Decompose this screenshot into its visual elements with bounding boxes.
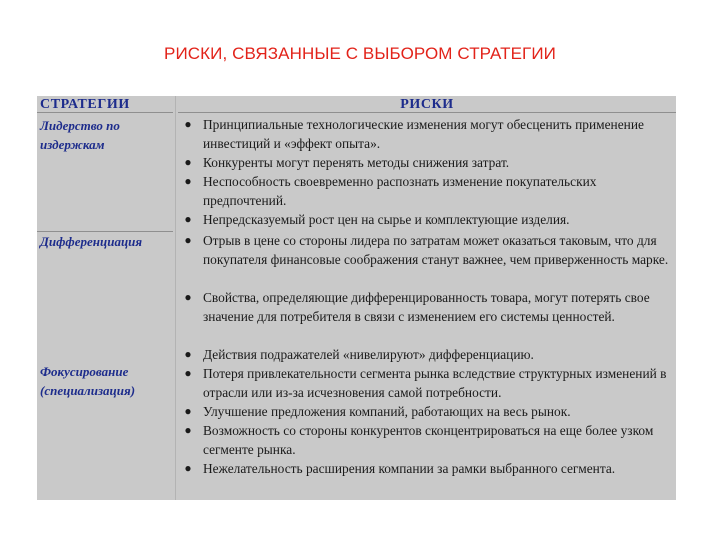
risk-table [37, 96, 676, 500]
bullet-icon: ● [184, 461, 192, 475]
risk-item: Отрыв в цене со стороны лидера по затратам может оказаться таковым, что для покупателя финансовые соображения станут важнее, чем приверженность марке. [203, 233, 669, 267]
header-risks: РИСКИ [178, 96, 676, 113]
risk-item: Принципиальные технологические изменения могут обесценить применение инвестиций и «эффект опыта». [203, 117, 644, 151]
risk-item: Нежелательность расширения компании за рамки выбранного сегмента. [203, 461, 616, 476]
bullet-icon: ● [184, 366, 192, 380]
bullet-icon: ● [184, 347, 192, 361]
strategy-differentiation: Дифференциация [40, 234, 143, 249]
risk-item: Неспособность своевременно распознать изменение покупательских предпочтений. [203, 174, 597, 208]
page-title: РИСКИ, СВЯЗАННЫЕ С ВЫБОРОМ СТРАТЕГИИ [164, 44, 556, 63]
risk-item: Действия подражателей «нивелируют» дифференциацию. [203, 347, 534, 362]
bullet-icon: ● [184, 212, 192, 226]
strategy-focus: Фокусирование (специализация) [40, 364, 136, 398]
risk-item: Потеря привлекательности сегмента рынка вследствие структурных изменений в отрасли или из-за исчезновения самой потребности. [203, 366, 667, 400]
risk-item: Непредсказуемый рост цен на сырье и комплектующие изделия. [203, 212, 570, 227]
bullet-icon: ● [184, 233, 192, 247]
header-strategies: СТРАТЕГИИ [37, 96, 173, 113]
bullet-icon: ● [184, 174, 192, 188]
risk-item: Конкуренты могут перенять методы снижения затрат. [203, 155, 510, 170]
risk-item: Свойства, определяющие дифференцированность товара, могут потерять свое значение для потребителя в связи с изменением его системы ценностей. [203, 290, 650, 324]
risk-item: Улучшение предложения компаний, работающих на весь рынок. [203, 404, 571, 419]
column-divider [175, 96, 176, 500]
bullet-icon: ● [184, 404, 192, 418]
strategy-cost-leadership: Лидерство по издержкам [40, 118, 120, 152]
bullet-icon: ● [184, 423, 192, 437]
bullet-icon: ● [184, 117, 192, 131]
bullet-icon: ● [184, 155, 192, 169]
risk-item: Возможность со стороны конкурентов сконцентрироваться на еще более узком сегменте рынка. [203, 423, 654, 457]
bullet-icon: ● [184, 290, 192, 304]
